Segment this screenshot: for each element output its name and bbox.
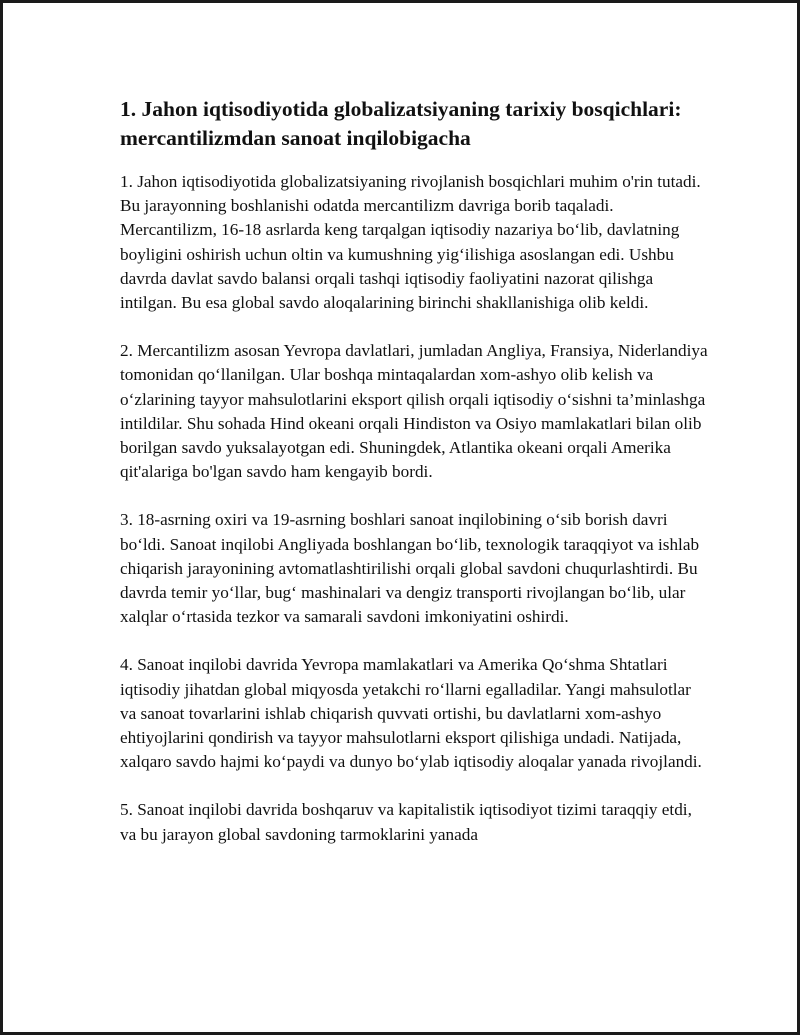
paragraph-5: 5. Sanoat inqilobi davrida boshqaruv va kapitalistik iqtisodiyot tizimi taraqqiy etdi, va bu jarayon global savdoning tarmoklarini yanada — [120, 800, 692, 844]
paragraph-3: 3. 18-asrning oxiri va 19-asrning boshlari sanoat inqilobining o‘sib borish davri bo‘ldi. Sanoat inqilobi Angliyada boshlangan bo‘lib, texnologik taraqqiyot va ishlab chiqarish jarayonining avtomatlashtirilishi orqali global savdoni chuqurlashtirdi. Bu davrda temir yo‘llar, bug‘ mashinalari va dengiz transporti rivojlangan bo‘lib, ular xalqlar o‘rtasida tezkor va samarali savdoni imkoniyatini oshirdi. — [120, 510, 700, 627]
document-body — [120, 95, 710, 871]
paragraph-4: 4. Sanoat inqilobi davrida Yevropa mamlakatlari va Amerika Qo‘shma Shtatlari iqtisodiy jihatdan global miqyosda yetakchi ro‘llarni egalladilar. Yangi mahsulotlar va sanoat tovarlarini ishlab chiqarish quvvati ortishi, bu davlatlarni xom-ashyo ehtiyojlarini qondirish va tayyor mahsulotlarni eksport qilishiga undadi. Natijada, xalqaro savdo hajmi ko‘paydi va dunyo bo‘ylab iqtisodiy aloqalar yanada rivojlandi. — [120, 655, 702, 772]
paragraph-2: 2. Mercantilizm asosan Yevropa davlatlari, jumladan Angliya, Fransiya, Niderlandiya tomonidan qo‘llanilgan. Ular boshqa mintaqalardan xom-ashyo olib kelish va o‘zlarining tayyor mahsulotlarini eksport qilish orqali iqtisodiy o‘sishni ta’minlashga intildilar. Shu sohada Hind okeani orqali Hindiston va Osiyo mamlakatlari bilan olib borilgan savdo yuksalayotgan edi. Shuningdek, Atlantika okeani orqali Amerika qit'alariga bo'lgan savdo ham kengayib bordi. — [120, 341, 708, 482]
paragraph-1: 1. Jahon iqtisodiyotida globalizatsiyaning rivojlanish bosqichlari muhim o'rin tutadi. Bu jarayonning boshlanishi odatda mercantilizm davriga borib taqaladi. Mercantilizm, 16-18 asrlarda keng tarqalgan iqtisodiy nazariya bo‘lib, davlatning boyligini oshirish uchun oltin va kumushning yig‘ilishiga asoslangan edi. Ushbu davrda davlat savdo balansi orqali tashqi iqtisodiy faoliyatini nazorat qilishga intilgan. Bu esa global savdo aloqalarining birinchi shakllanishiga olib keldi. — [120, 172, 701, 313]
document-title: 1. Jahon iqtisodiyotida globalizatsiyaning tarixiy bosqichlari: mercantilizmdan sanoat inqilobigacha — [120, 97, 682, 150]
